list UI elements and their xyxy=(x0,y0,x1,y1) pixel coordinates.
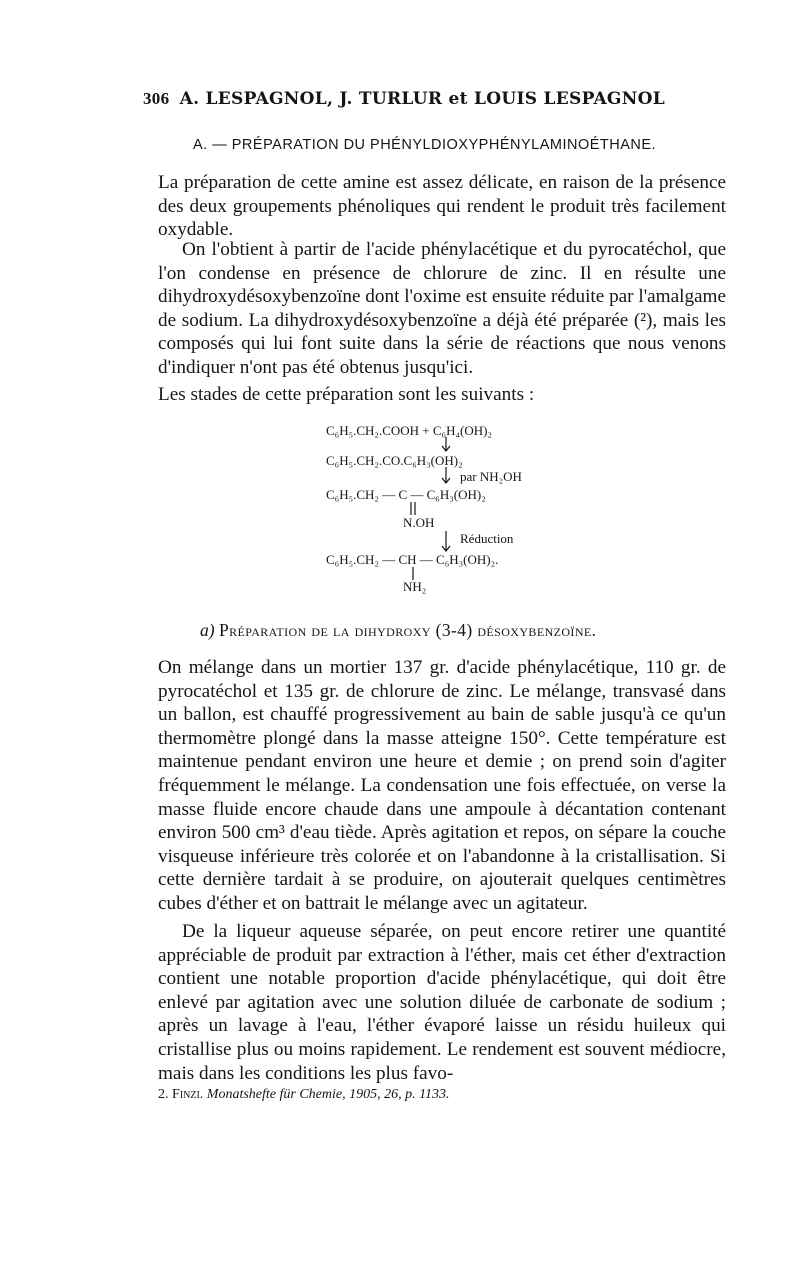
paragraph-3: Les stades de cette préparation sont les suivants : xyxy=(158,384,535,405)
reaction-line-3b: N.OH xyxy=(403,515,435,530)
reaction-line-4: C₆H₅.CH₂ — CH — C₆H₃(OH)₂. xyxy=(326,552,499,567)
section-title: A. — PRÉPARATION DU PHÉNYLDIOXYPHÉNYLAMINOÉTHANE. xyxy=(193,137,657,153)
arrow-down-icon xyxy=(440,467,452,485)
reagent-reduction: Réduction xyxy=(460,531,514,546)
arrow-down-icon xyxy=(440,437,452,453)
subsection-title: Préparation de la dihydroxy (3-4) désoxybenzoïne. xyxy=(218,620,597,640)
reagent-hydroxylamine: par NH₂OH xyxy=(460,469,522,484)
footnote-number: 2. xyxy=(158,1087,169,1102)
subsection-heading xyxy=(200,620,596,641)
paragraph-5: De la liqueur aqueuse séparée, on peut encore retirer une quantité appréciable de produit par extraction à l'éther, mais cet éther d'extraction contient une notable proportion d'acide phénylacétique, qui doit être enlevé par agitation avec une solution diluée de carbonate de sodium ; après un lavage à l'eau, l'éther évaporé laisse un résidu huileux qui cristallise plus ou moins rapidement. Le rendement est souvent médiocre, mais dans les conditions les plus favo- xyxy=(158,921,726,1084)
paragraph-2: On l'obtient à partir de l'acide phénylacétique et du pyrocatéchol, que l'on condense en présence de chlorure de zinc. Il en résulte une dihydroxydésoxybenzoïne dont l'oxime est ensuite réduite par l'amalgame de sodium. La dihydroxydésoxybenzoïne a déjà été préparée (²), mais les composés qui lui font suite dans la série de réactions que nous venons d'indiquer n'ont pas été obtenus jusqu'ici. xyxy=(158,239,726,378)
footnote-citation: Monatshefte für Chemie, 1905, 26, p. 1133. xyxy=(206,1087,450,1102)
running-head xyxy=(143,89,665,109)
reaction-line-4b: NH₂ xyxy=(403,579,427,594)
paragraph-4: On mélange dans un mortier 137 gr. d'acide phénylacétique, 110 gr. de pyrocatéchol et 135 gr. de chlorure de zinc. Le mélange, transvasé dans un ballon, est chauffé progressivement au bain de sable jusqu'à ce qu'un thermomètre plongé dans la masse atteigne 150°. Cette température est maintenue pendant environ une heure et demie ; on prend soin d'agiter fréquemment le mélange. La condensation une fois effectuée, on verse la masse fluide encore chaude dans une ampoule à décantation contenant environ 500 cm³ d'eau tiède. Après agitation et repos, on sépare la couche visqueuse inférieure très colorée et on l'abandonne à la cristallisation. Si cette dernière tardait à se produire, on ajouterait quelques centimètres cubes d'éther et on battrait le mélange avec un agitateur. xyxy=(158,657,726,914)
footnote-author: Finzi. xyxy=(172,1087,204,1102)
footnote xyxy=(158,1087,450,1103)
reaction-scheme xyxy=(290,415,590,605)
reaction-line-1: C₆H₅.CH₂.COOH + C₆H₄(OH)₂ xyxy=(326,423,492,438)
page-number: 306 xyxy=(143,89,170,108)
double-bond-icon xyxy=(409,502,417,516)
subsection-label: a) xyxy=(200,620,215,640)
paragraph-1: La préparation de cette amine est assez délicate, en raison de la présence des deux groupements phénoliques qui rendent le produit très facilement oxydable. xyxy=(158,172,726,241)
reaction-line-2: C₆H₅.CH₂.CO.C₆H₃(OH)₂ xyxy=(326,453,463,468)
reaction-line-3: C₆H₅.CH₂ — C — C₆H₃(OH)₂ xyxy=(326,487,486,502)
arrow-down-icon xyxy=(440,531,452,553)
authors: A. LESPAGNOL, J. TURLUR et LOUIS LESPAGNOL xyxy=(179,89,665,109)
